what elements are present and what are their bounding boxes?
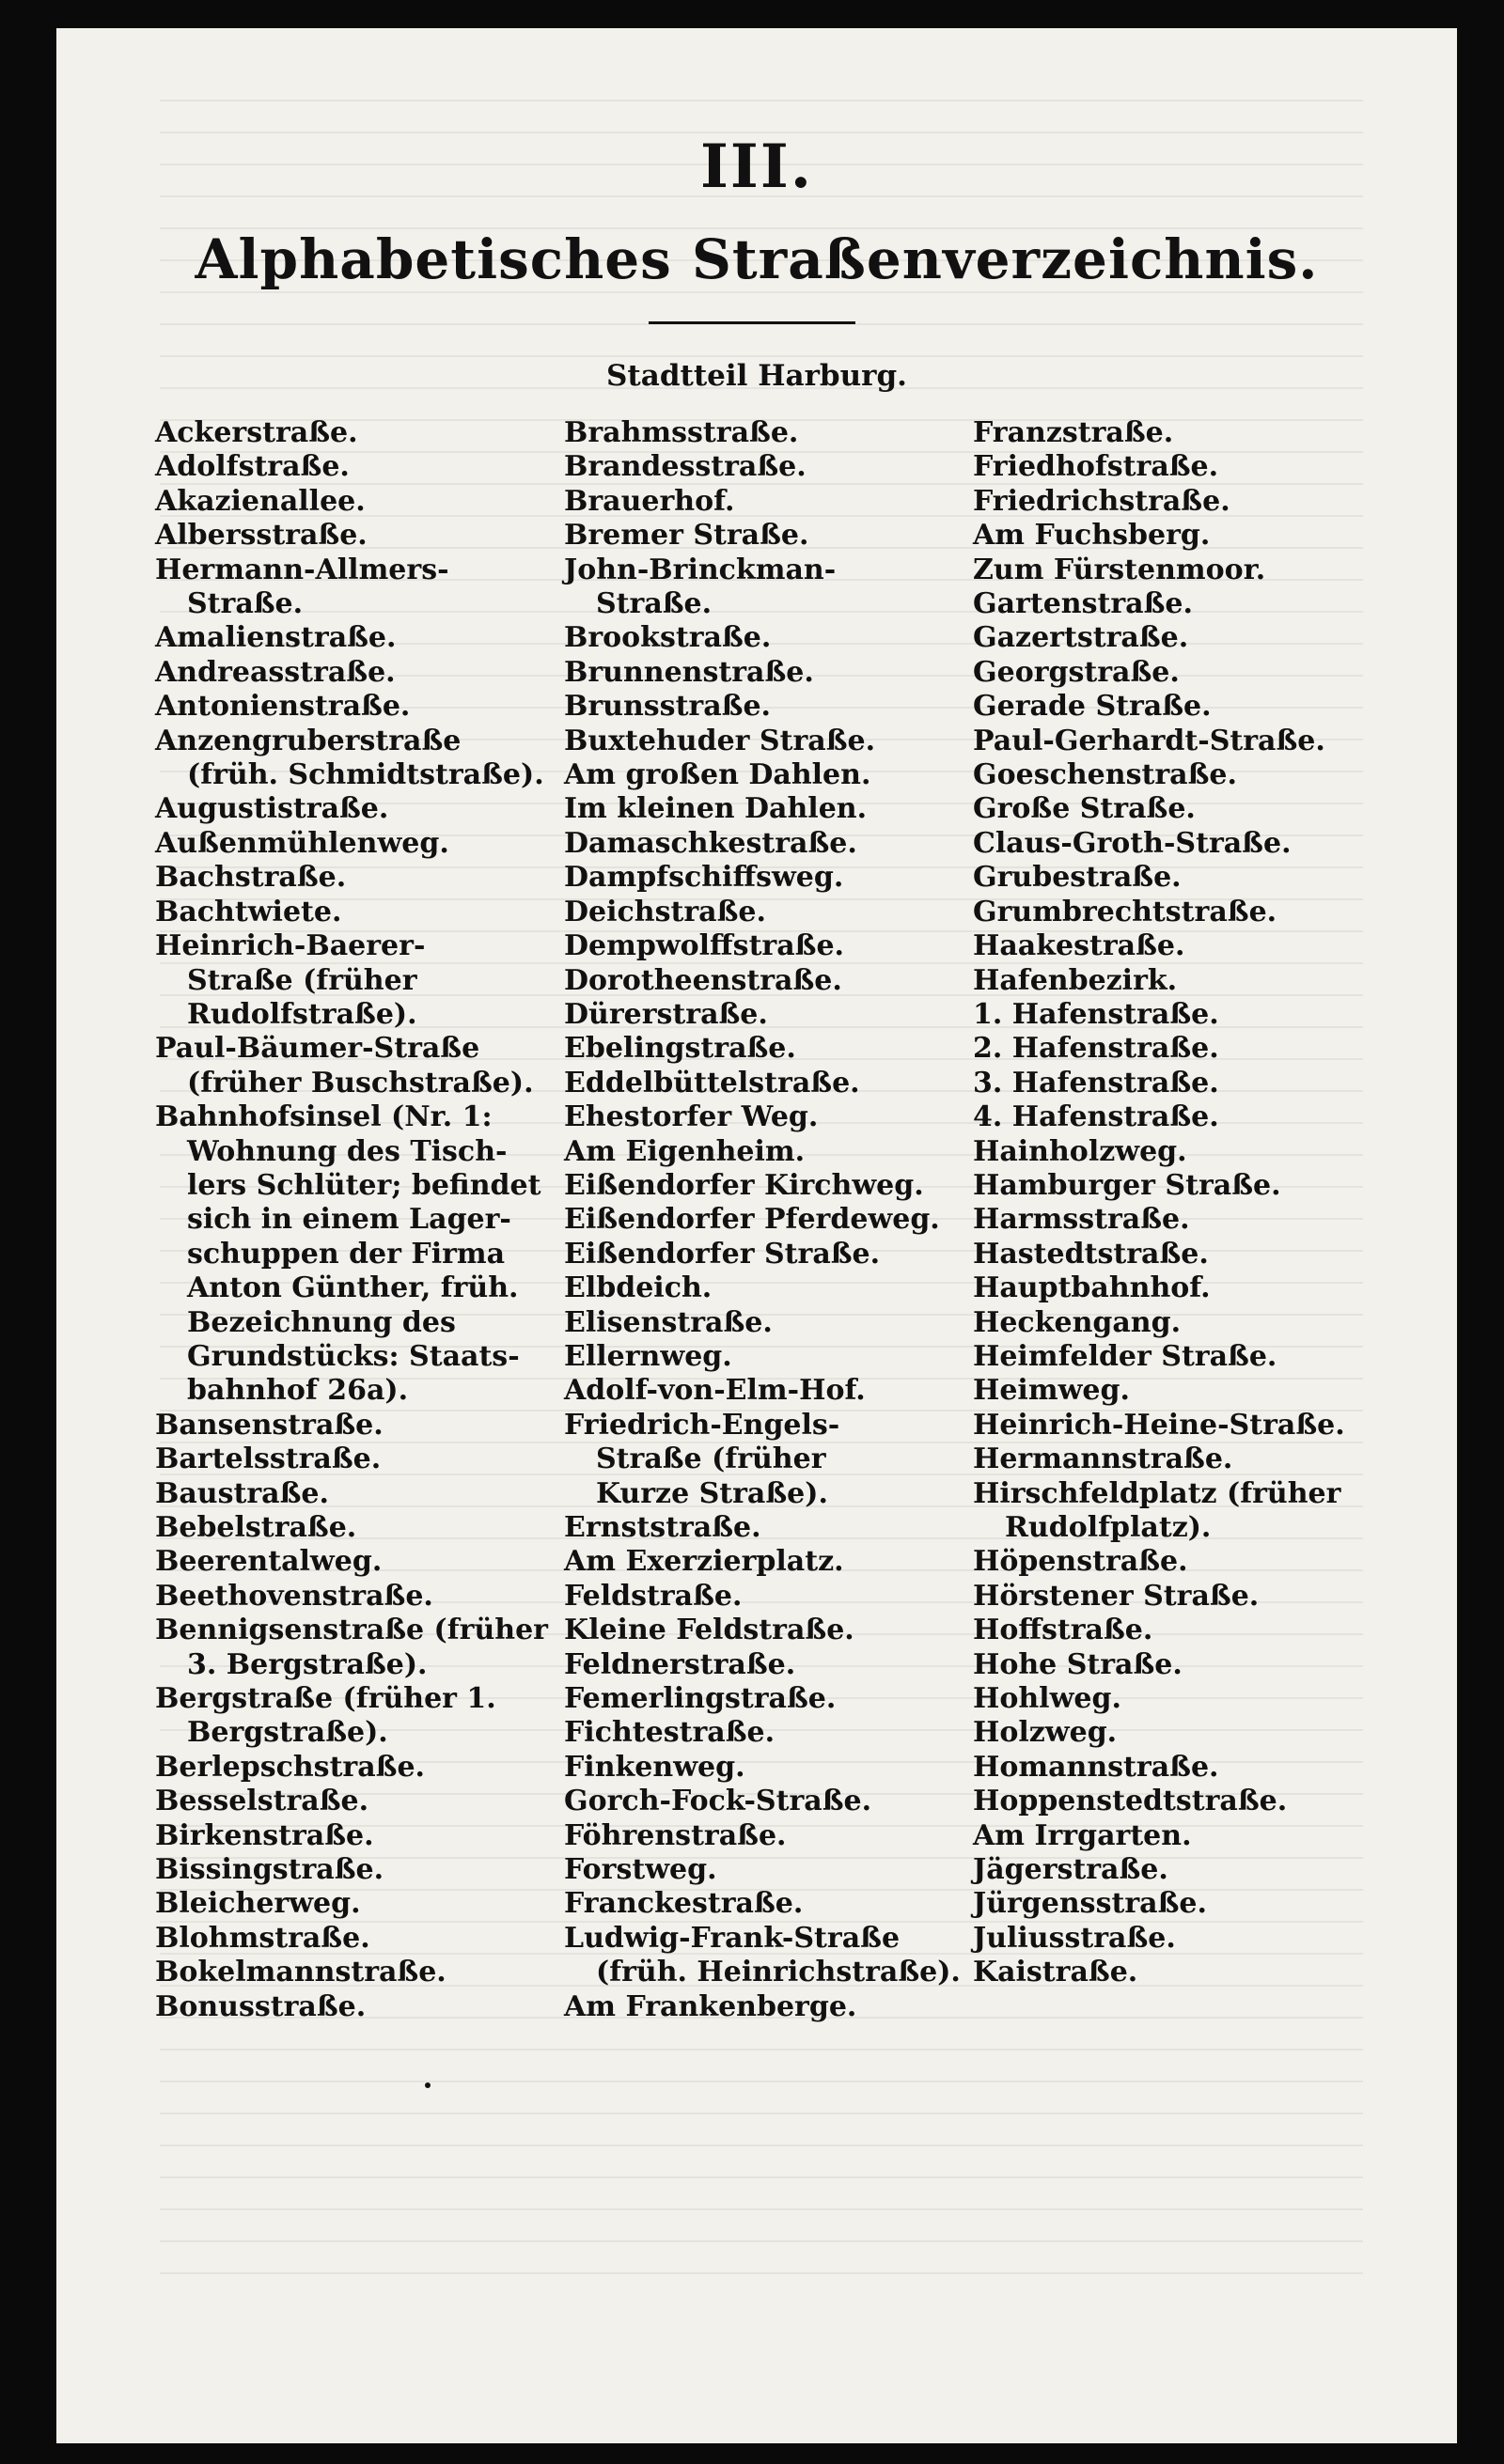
title-rule: [649, 321, 855, 324]
street-entry: Bartelsstraße.: [155, 1443, 382, 1476]
street-entry: Franzstraße.: [973, 416, 1174, 449]
section-number: III.: [699, 132, 814, 202]
street-entry: Adolf-von-Elm-Hof.: [564, 1374, 866, 1408]
street-entry: Albersstraße.: [155, 519, 368, 553]
street-entry: Heimfelder Straße.: [973, 1339, 1277, 1373]
street-entry: Ehestorfer Weg.: [564, 1100, 819, 1134]
street-entry: Heimweg.: [973, 1374, 1130, 1408]
street-entry: Hoffstraße.: [973, 1614, 1153, 1647]
street-entry: Jägerstraße.: [973, 1853, 1168, 1887]
street-entry: Im kleinen Dahlen.: [564, 792, 868, 826]
street-entry: Rudolfplatz).: [1005, 1511, 1212, 1544]
street-entry: bahnhof 26a).: [187, 1374, 409, 1408]
street-entry: Heckengang.: [973, 1305, 1182, 1339]
street-entry: Femerlingstraße.: [564, 1682, 837, 1716]
street-entry: Haakestraße.: [973, 929, 1185, 963]
street-entry: Anzengruberstraße: [155, 724, 462, 757]
street-column-1: [155, 416, 559, 2024]
street-entry: Höpenstraße.: [973, 1545, 1188, 1579]
street-entry: Straße (früher: [596, 1443, 826, 1476]
street-entry: schuppen der Firma: [187, 1237, 506, 1271]
street-entry: Adolfstraße.: [155, 450, 350, 484]
street-entry: Brunnenstraße.: [564, 655, 814, 689]
street-entry: Brunsstraße.: [564, 690, 771, 724]
street-entry: Forstweg.: [564, 1853, 717, 1887]
street-entry: 2. Hafenstraße.: [973, 1032, 1219, 1066]
street-entry: Blohmstraße.: [155, 1921, 370, 1955]
street-entry: (früher Buschstraße).: [187, 1066, 534, 1099]
street-entry: Eißendorfer Pferdeweg.: [564, 1203, 940, 1237]
street-entry: Bennigsenstraße (früher: [155, 1614, 548, 1647]
street-entry: Föhrenstraße.: [564, 1818, 787, 1852]
street-entry: Gorch-Fock-Straße.: [564, 1785, 872, 1818]
street-entry: Am Fuchsberg.: [973, 519, 1211, 553]
page-title: Alphabetisches Straßenverzeichnis.: [195, 227, 1319, 291]
street-entry: Ludwig-Frank-Straße: [564, 1921, 901, 1955]
street-column-3: [973, 416, 1377, 1990]
street-entry: Hastedtstraße.: [973, 1237, 1209, 1271]
street-entry: Straße (früher: [187, 963, 417, 997]
street-entry: Besselstraße.: [155, 1785, 369, 1818]
street-entry: Augustistraße.: [155, 792, 389, 826]
street-entry: Zum Fürstenmoor.: [973, 553, 1266, 586]
street-entry: Am Frankenberge.: [564, 1989, 857, 2023]
street-entry: Bremer Straße.: [564, 519, 809, 553]
street-entry: Hirschfeldplatz (früher: [973, 1476, 1341, 1510]
street-entry: Brandesstraße.: [564, 450, 807, 484]
street-entry: Holzweg.: [973, 1716, 1118, 1750]
street-entry: Gazertstraße.: [973, 621, 1189, 655]
street-entry: Ernststraße.: [564, 1511, 761, 1544]
street-entry: Bachstraße.: [155, 861, 347, 895]
street-entry: Kurze Straße).: [596, 1476, 828, 1510]
street-entry: Bonusstraße.: [155, 1989, 367, 2023]
street-entry: Dorotheenstraße.: [564, 963, 842, 997]
street-entry: Wohnung des Tisch-: [187, 1134, 508, 1168]
street-entry: Hohe Straße.: [973, 1647, 1183, 1681]
street-entry: Ellernweg.: [564, 1339, 732, 1373]
street-entry: Gerade Straße.: [973, 690, 1212, 724]
street-entry: Hafenbezirk.: [973, 963, 1178, 997]
street-entry: Eißendorfer Straße.: [564, 1237, 881, 1271]
street-entry: Gartenstraße.: [973, 587, 1193, 621]
street-entry: Hauptbahnhof.: [973, 1271, 1211, 1305]
street-entry: Jürgensstraße.: [973, 1887, 1207, 1921]
street-entry: Bahnhofsinsel (Nr. 1:: [155, 1100, 493, 1134]
street-column-2: [564, 416, 968, 2024]
street-entry: Grubestraße.: [973, 861, 1182, 895]
street-entry: Grundstücks: Staats-: [187, 1339, 520, 1373]
street-entry: Hermann-Allmers-: [155, 553, 449, 586]
street-entry: Bergstraße).: [187, 1716, 388, 1750]
street-entry: Eddelbüttelstraße.: [564, 1066, 860, 1099]
street-entry: Paul-Gerhardt-Straße.: [973, 724, 1325, 757]
district-heading: Stadtteil Harburg.: [606, 359, 907, 393]
street-entry: Bergstraße (früher 1.: [155, 1682, 496, 1716]
street-entry: Brauerhof.: [564, 484, 735, 518]
street-entry: Paul-Bäumer-Straße: [155, 1032, 480, 1066]
street-entry: Brookstraße.: [564, 621, 772, 655]
street-entry: (früh. Schmidtstraße).: [187, 758, 544, 792]
street-entry: Hoppenstedtstraße.: [973, 1785, 1288, 1818]
street-entry: Am großen Dahlen.: [564, 758, 871, 792]
street-entry: Beethovenstraße.: [155, 1579, 433, 1613]
street-entry: Rudolfstraße).: [187, 997, 417, 1031]
street-entry: Friedrich-Engels-: [564, 1408, 840, 1442]
street-entry: Am Irrgarten.: [973, 1818, 1192, 1852]
document-page: [56, 28, 1457, 2443]
street-entry: Brahmsstraße.: [564, 416, 799, 449]
street-entry: Ackerstraße.: [155, 416, 358, 449]
street-entry: Hörstener Straße.: [973, 1579, 1260, 1613]
street-entry: Birkenstraße.: [155, 1818, 374, 1852]
street-entry: Heinrich-Baerer-: [155, 929, 426, 963]
street-entry: Dempwolffstraße.: [564, 929, 844, 963]
street-entry: Homannstraße.: [973, 1750, 1219, 1784]
street-entry: Bleicherweg.: [155, 1887, 361, 1921]
street-entry: Ebelingstraße.: [564, 1032, 796, 1066]
street-entry: Straße.: [596, 587, 713, 621]
street-entry: Finkenweg.: [564, 1750, 745, 1784]
street-entry: Anton Günther, früh.: [187, 1271, 519, 1305]
street-entry: Juliusstraße.: [973, 1921, 1176, 1955]
street-entry: Georgstraße.: [973, 655, 1180, 689]
street-entry: Buxtehuder Straße.: [564, 724, 876, 757]
street-entry: Deichstraße.: [564, 895, 766, 928]
street-entry: sich in einem Lager-: [187, 1203, 511, 1237]
street-entry: Grumbrechtstraße.: [973, 895, 1277, 928]
street-entry: Beerentalweg.: [155, 1545, 383, 1579]
street-entry: Hermannstraße.: [973, 1443, 1233, 1476]
street-entry: Feldstraße.: [564, 1579, 743, 1613]
street-entry: 3. Hafenstraße.: [973, 1066, 1219, 1099]
street-entry: Goeschenstraße.: [973, 758, 1237, 792]
street-entry: Heinrich-Heine-Straße.: [973, 1408, 1345, 1442]
street-entry: Bansenstraße.: [155, 1408, 384, 1442]
street-entry: Elbdeich.: [564, 1271, 713, 1305]
street-entry: Bachtwiete.: [155, 895, 342, 928]
street-entry: Am Exerzierplatz.: [564, 1545, 844, 1579]
street-entry: Baustraße.: [155, 1476, 329, 1510]
street-entry: Hohlweg.: [973, 1682, 1121, 1716]
street-entry: Dürerstraße.: [564, 997, 768, 1031]
street-entry: Franckestraße.: [564, 1887, 804, 1921]
street-entry: Feldnerstraße.: [564, 1647, 796, 1681]
street-entry: Berlepschstraße.: [155, 1750, 425, 1784]
street-entry: (früh. Heinrichstraße).: [596, 1956, 961, 1989]
street-entry: Antonienstraße.: [155, 690, 411, 724]
street-entry: Damaschkestraße.: [564, 826, 857, 860]
street-entry: 1. Hafenstraße.: [973, 997, 1219, 1031]
street-entry: Claus-Groth-Straße.: [973, 826, 1292, 860]
street-entry: Hainholzweg.: [973, 1134, 1187, 1168]
street-entry: Hamburger Straße.: [973, 1168, 1281, 1202]
street-entry: Bokelmannstraße.: [155, 1956, 446, 1989]
street-entry: Friedrichstraße.: [973, 484, 1230, 518]
street-entry: Andreasstraße.: [155, 655, 396, 689]
street-entry: Bezeichnung des: [187, 1305, 456, 1339]
street-entry: Fichtestraße.: [564, 1716, 776, 1750]
street-entry: Dampfschiffsweg.: [564, 861, 844, 895]
street-entry: 4. Hafenstraße.: [973, 1100, 1219, 1134]
street-entry: Bebelstraße.: [155, 1511, 357, 1544]
street-entry: Amalienstraße.: [155, 621, 397, 655]
street-entry: Am Eigenheim.: [564, 1134, 806, 1168]
ink-dot: [425, 2082, 431, 2088]
street-entry: Elisenstraße.: [564, 1305, 773, 1339]
street-entry: John-Brinckman-: [564, 553, 837, 586]
street-entry: Außenmühlenweg.: [155, 826, 449, 860]
street-entry: Bissingstraße.: [155, 1853, 384, 1887]
street-entry: 3. Bergstraße).: [187, 1647, 428, 1681]
street-entry: Große Straße.: [973, 792, 1196, 826]
street-entry: lers Schlüter; befindet: [187, 1168, 541, 1202]
street-entry: Kleine Feldstraße.: [564, 1614, 854, 1647]
street-entry: Harmsstraße.: [973, 1203, 1190, 1237]
street-entry: Friedhofstraße.: [973, 450, 1219, 484]
street-entry: Akazienallee.: [155, 484, 366, 518]
street-entry: Kaistraße.: [973, 1956, 1138, 1989]
street-entry: Straße.: [187, 587, 304, 621]
street-entry: Eißendorfer Kirchweg.: [564, 1168, 924, 1202]
